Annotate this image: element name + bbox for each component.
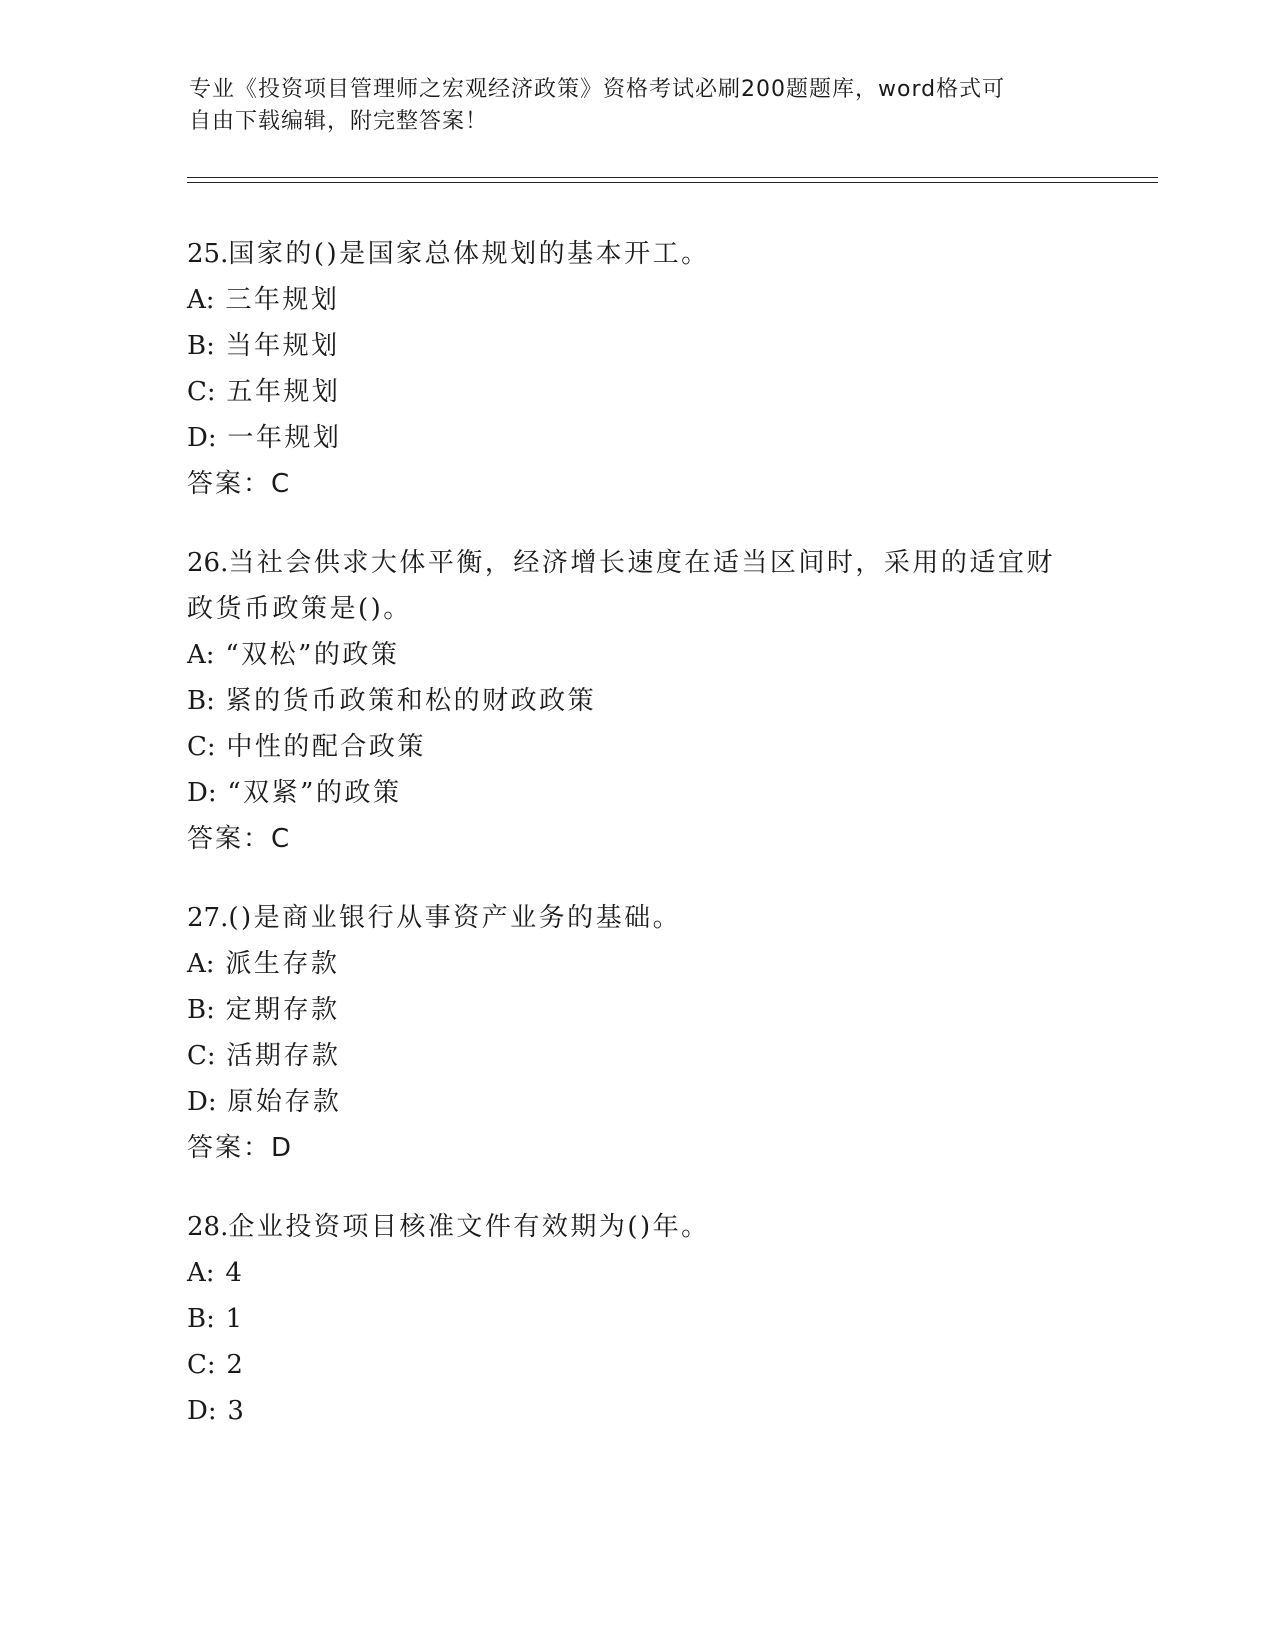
- option-label: A:: [187, 285, 215, 315]
- header-line-1: 专业《投资项目管理师之宏观经济政策》资格考试必刷200题题库，word格式可: [189, 77, 1006, 102]
- question-26: [187, 540, 1087, 862]
- question-stem: 企业投资项目核准文件有效期为()年。: [228, 1212, 710, 1242]
- option-text: 活期存款: [226, 1041, 341, 1071]
- option-label: D:: [187, 1087, 217, 1117]
- option-c: [187, 1342, 1087, 1388]
- question-text: [187, 540, 1087, 586]
- header-line-2: 自由下载编辑，附完整答案！: [189, 109, 489, 134]
- answer: 答案：D: [187, 1133, 294, 1163]
- option-text: “双松”的政策: [225, 640, 400, 670]
- option-label: B:: [187, 331, 215, 361]
- option-label: D:: [187, 1396, 217, 1426]
- question-text: [187, 895, 1087, 941]
- option-a: [187, 277, 1087, 323]
- option-label: C:: [187, 1041, 216, 1071]
- option-c: [187, 369, 1087, 415]
- question-stem: 国家的()是国家总体规划的基本开工。: [228, 239, 710, 269]
- option-label: A:: [187, 640, 215, 670]
- document-header: [189, 74, 1089, 138]
- question-stem: ()是商业银行从事资产业务的基础。: [228, 903, 682, 933]
- option-text: 紧的货币政策和松的财政政策: [225, 686, 597, 716]
- question-text: [187, 231, 1087, 277]
- option-text: 派生存款: [225, 949, 340, 979]
- option-label: B:: [187, 995, 215, 1025]
- header-divider-bottom: [187, 182, 1158, 183]
- option-b: [187, 987, 1087, 1033]
- option-b: [187, 323, 1087, 369]
- question-stem: 当社会供求大体平衡，经济增长速度在适当区间时，采用的适宜财: [228, 548, 1055, 578]
- option-b: [187, 678, 1087, 724]
- option-b: [187, 1296, 1087, 1342]
- question-28: [187, 1204, 1087, 1434]
- option-d: [187, 415, 1087, 461]
- option-text: 原始存款: [227, 1087, 342, 1117]
- question-25: [187, 231, 1087, 507]
- option-text: 五年规划: [226, 377, 341, 407]
- option-c: [187, 724, 1087, 770]
- option-text: 当年规划: [225, 331, 340, 361]
- option-text: 1: [225, 1304, 245, 1334]
- option-label: B:: [187, 686, 215, 716]
- option-d: [187, 1079, 1087, 1125]
- option-label: C:: [187, 1350, 216, 1380]
- option-text: 3: [227, 1396, 247, 1426]
- option-text: 一年规划: [227, 423, 342, 453]
- option-text: 三年规划: [225, 285, 340, 315]
- option-text: 4: [225, 1258, 245, 1288]
- question-27: [187, 895, 1087, 1171]
- option-label: D:: [187, 423, 217, 453]
- option-text: 定期存款: [225, 995, 340, 1025]
- question-number: 26.: [187, 548, 229, 578]
- option-d: [187, 1388, 1087, 1434]
- option-c: [187, 1033, 1087, 1079]
- option-label: B:: [187, 1304, 215, 1334]
- option-a: [187, 632, 1087, 678]
- answer: 答案：C: [187, 824, 292, 854]
- option-label: A:: [187, 1258, 215, 1288]
- question-text: [187, 1204, 1087, 1250]
- option-a: [187, 941, 1087, 987]
- question-number: 25.: [187, 239, 229, 269]
- header-divider-top: [187, 177, 1158, 178]
- answer: 答案：C: [187, 469, 292, 499]
- option-text: 2: [226, 1350, 246, 1380]
- option-a: [187, 1250, 1087, 1296]
- question-text-continued: 政货币政策是()。: [187, 594, 412, 624]
- option-label: C:: [187, 377, 216, 407]
- question-number: 28.: [187, 1212, 229, 1242]
- question-number: 27.: [187, 903, 229, 933]
- option-label: D:: [187, 778, 217, 808]
- question-list: [187, 231, 1087, 1467]
- option-text: 中性的配合政策: [226, 732, 426, 762]
- option-text: “双紧”的政策: [227, 778, 402, 808]
- option-label: C:: [187, 732, 216, 762]
- option-label: A:: [187, 949, 215, 979]
- option-d: [187, 770, 1087, 816]
